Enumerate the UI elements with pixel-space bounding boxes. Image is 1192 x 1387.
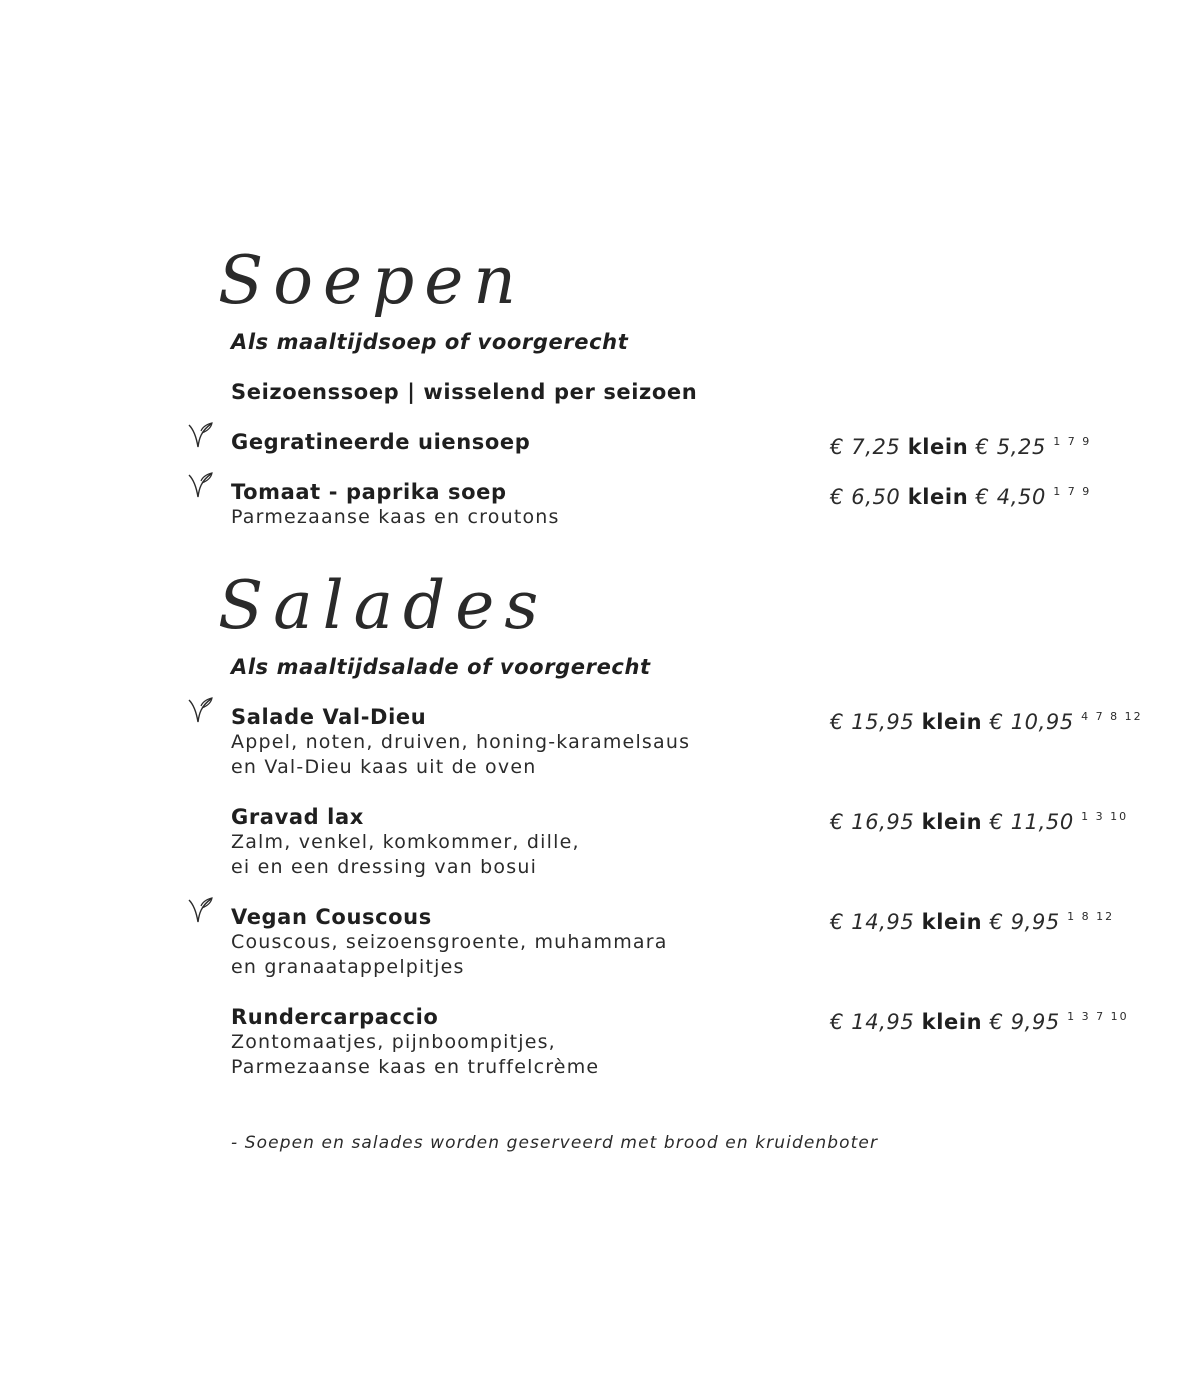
leaf-icon xyxy=(187,471,215,501)
item-name: Gravad lax xyxy=(231,805,364,829)
price-small: € 5,25 xyxy=(975,435,1046,459)
item-description: Zalm, venkel, komkommer, dille, xyxy=(231,831,580,853)
section-title-salades: Salades xyxy=(218,567,549,644)
menu-item xyxy=(231,479,1131,530)
allergen-codes: 1 3 7 10 xyxy=(1067,1010,1129,1023)
item-name: Salade Val-Dieu xyxy=(231,705,427,729)
menu-item xyxy=(231,904,1131,980)
item-description: Couscous, seizoensgroente, muhammara xyxy=(231,931,668,953)
menu-item xyxy=(231,1004,1131,1080)
price-small-label: klein xyxy=(921,710,983,734)
item-description: Parmezaanse kaas en truffelcrème xyxy=(231,1056,600,1078)
section-subtitle-salades: Als maaltijdsalade of voorgerecht xyxy=(231,655,651,679)
item-name: Rundercarpaccio xyxy=(231,1005,439,1029)
item-description: en Val-Dieu kaas uit de oven xyxy=(231,756,537,778)
leaf-icon xyxy=(187,696,215,726)
price-regular: € 7,25 xyxy=(830,435,901,459)
price-small: € 11,50 xyxy=(989,810,1074,834)
price-small-label: klein xyxy=(907,435,969,459)
price-small: € 4,50 xyxy=(975,485,1046,509)
price-small: € 10,95 xyxy=(989,710,1074,734)
menu-item xyxy=(231,429,1131,459)
item-description: Parmezaanse kaas en croutons xyxy=(231,506,560,528)
price-regular: € 14,95 xyxy=(830,1010,915,1034)
item-description: ei en een dressing van bosui xyxy=(231,856,538,878)
allergen-codes: 1 7 9 xyxy=(1053,485,1092,498)
item-price xyxy=(830,429,1091,460)
allergen-codes: 1 8 12 xyxy=(1067,910,1115,923)
price-small: € 9,95 xyxy=(989,1010,1060,1034)
item-name: Gegratineerde uiensoep xyxy=(231,430,531,454)
leaf-icon xyxy=(187,421,215,451)
item-price xyxy=(830,479,1091,510)
menu-item xyxy=(231,704,1143,780)
menu-item xyxy=(231,379,1131,405)
item-price xyxy=(830,804,1128,835)
price-regular: € 16,95 xyxy=(830,810,915,834)
item-description: Zontomaatjes, pijnboompitjes, xyxy=(231,1031,556,1053)
item-price xyxy=(830,1004,1129,1035)
price-small-label: klein xyxy=(907,485,969,509)
footnote: - Soepen en salades worden geserveerd met brood en kruidenboter xyxy=(231,1133,879,1153)
section-title-soepen: Soepen xyxy=(218,242,526,319)
leaf-icon xyxy=(187,896,215,926)
item-name: Tomaat - paprika soep xyxy=(231,480,507,504)
item-description: en granaatappelpitjes xyxy=(231,956,465,978)
item-name: Seizoenssoep | wisselend per seizoen xyxy=(231,380,698,404)
item-description: Appel, noten, druiven, honing-karamelsaus xyxy=(231,731,691,753)
allergen-codes: 4 7 8 12 xyxy=(1081,710,1143,723)
section-subtitle-soepen: Als maaltijdsoep of voorgerecht xyxy=(231,330,629,354)
allergen-codes: 1 7 9 xyxy=(1053,435,1092,448)
price-small-label: klein xyxy=(921,810,983,834)
item-name: Vegan Couscous xyxy=(231,905,432,929)
price-regular: € 6,50 xyxy=(830,485,901,509)
price-small-label: klein xyxy=(921,910,983,934)
price-small: € 9,95 xyxy=(989,910,1060,934)
price-regular: € 14,95 xyxy=(830,910,915,934)
price-regular: € 15,95 xyxy=(830,710,915,734)
menu-item xyxy=(231,804,1131,880)
item-price xyxy=(830,904,1114,935)
price-small-label: klein xyxy=(921,1010,983,1034)
allergen-codes: 1 3 10 xyxy=(1081,810,1129,823)
item-price xyxy=(830,704,1143,735)
